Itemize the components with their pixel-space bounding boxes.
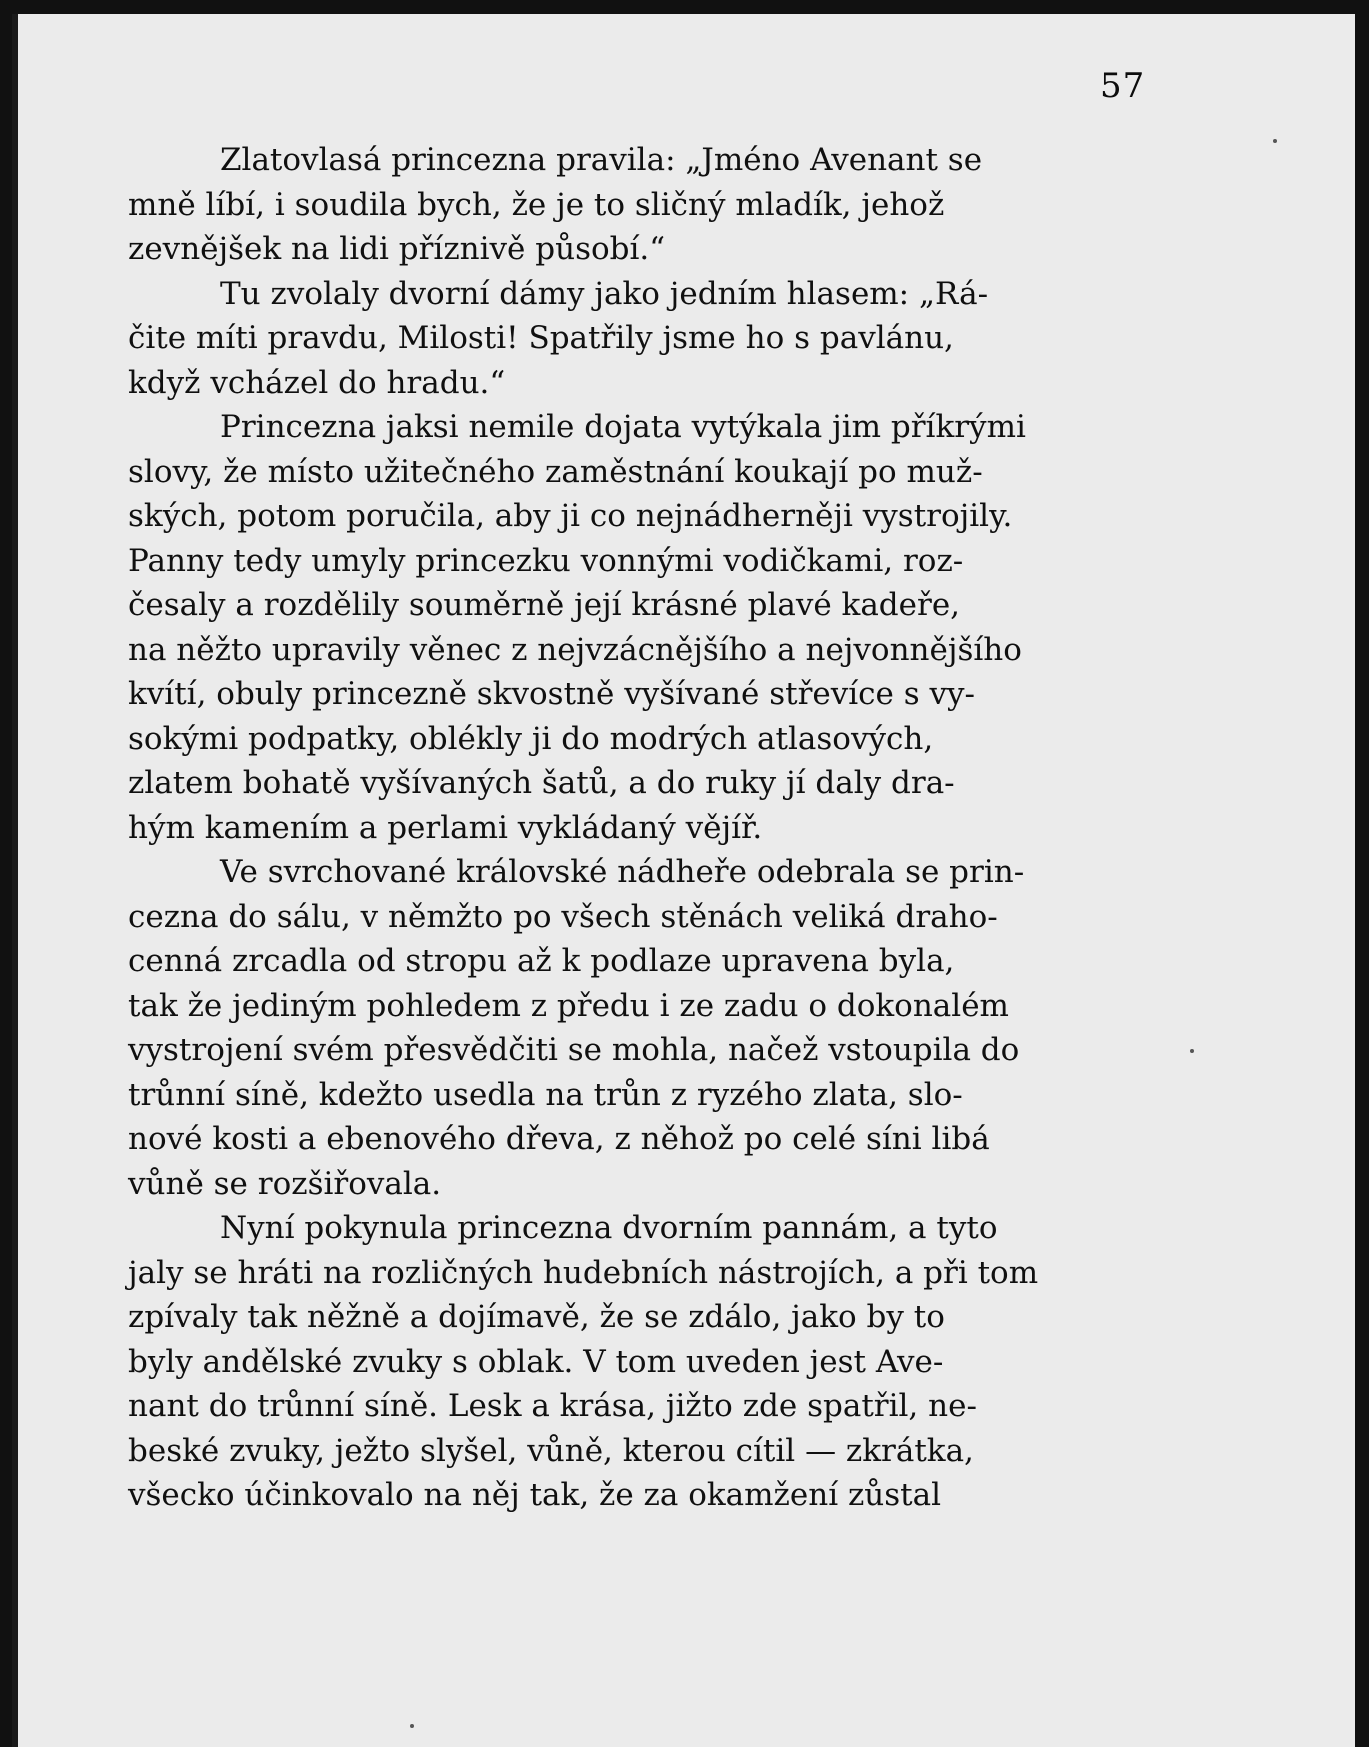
text-line: trůnní síně, kdežto usedla na trůn z ryzého zlata, slo- <box>128 1076 963 1113</box>
body-text <box>128 138 1158 1518</box>
text-line: česaly a rozdělily souměrně její krásné plavé kadeře, <box>128 587 961 623</box>
text-line: všecko účinkovalo na něj tak, že za okamžení zůstal <box>128 1477 942 1513</box>
paragraph <box>128 272 1158 406</box>
text-line: Panny tedy umyly princezku vonnými vodičkami, roz- <box>128 542 964 579</box>
text-line: sokými podpatky, oblékly ji do modrých atlasových, <box>128 720 934 757</box>
text-line: čite míti pravdu, Milosti! Spatřily jsme ho s pavlánu, <box>128 320 954 356</box>
text-line: jaly se hráti na rozličných hudebních nástrojích, a při tom <box>128 1254 1039 1291</box>
text-line: byly andělské zvuky s oblak. V tom uveden jest Ave- <box>128 1343 944 1380</box>
paragraph <box>128 850 1158 1206</box>
text-line: nant do trůnní síně. Lesk a krása, jižto zde spatřil, ne- <box>128 1388 977 1424</box>
text-line: kvítí, obuly princezně skvostně vyšívané střevíce s vy- <box>128 676 975 712</box>
text-line: hým kamením a perlami vykládaný vějíř. <box>128 809 763 846</box>
paper-speck <box>1190 1049 1194 1053</box>
text-line: ských, potom poručila, aby ji co nejnádherněji vystrojily. <box>128 498 1013 534</box>
text-line: Nyní pokynula princezna dvorním pannám, a tyto <box>220 1210 998 1246</box>
text-line: Tu zvolaly dvorní dámy jako jedním hlasem: „Rá- <box>220 275 989 312</box>
text-line: beské zvuky, ježto slyšel, vůně, kterou cítil — zkrátka, <box>128 1432 974 1469</box>
paragraph <box>128 138 1158 272</box>
text-line: vůně se rozšiřovala. <box>128 1165 442 1202</box>
text-line: zlatem bohatě vyšívaných šatů, a do ruky jí daly dra- <box>128 765 955 801</box>
text-line: mně líbí, i soudila bych, že je to sličný mladík, jehož <box>128 186 945 223</box>
text-line: tak že jediným pohledem z předu i ze zadu o dokonalém <box>128 987 1009 1024</box>
text-line: nové kosti a ebenového dřeva, z něhož po celé síni libá <box>128 1121 990 1157</box>
text-line: slovy, že místo užitečného zaměstnání koukají po muž- <box>128 453 983 490</box>
paper-speck <box>410 1724 414 1728</box>
text-line: Princezna jaksi nemile dojata vytýkala jim příkrými <box>220 409 1026 445</box>
text-line: cezna do sálu, v němžto po všech stěnách veliká draho- <box>128 898 998 935</box>
text-line: cenná zrcadla od stropu až k podlaze upravena byla, <box>128 943 955 979</box>
text-line: Ve svrchované královské nádheře odebrala se prin- <box>220 854 1025 890</box>
paper-speck <box>1273 139 1277 143</box>
text-line: když vcházel do hradu.“ <box>128 364 506 401</box>
text-line: na něžto upravily věnec z nejvzácnějšího a nejvonnějšího <box>128 631 1022 668</box>
text-line: vystrojení svém přesvědčiti se mohla, načež vstoupila do <box>128 1032 1020 1068</box>
paragraph <box>128 1206 1158 1518</box>
page-number: 57 <box>1100 66 1146 106</box>
text-line: zpívaly tak něžně a dojímavě, že se zdálo, jako by to <box>128 1299 945 1335</box>
text-line: Zlatovlasá princezna pravila: „Jméno Avenant se <box>220 142 983 178</box>
text-line: zevnějšek na lidi příznivě působí.“ <box>128 231 666 267</box>
paragraph <box>128 405 1158 850</box>
